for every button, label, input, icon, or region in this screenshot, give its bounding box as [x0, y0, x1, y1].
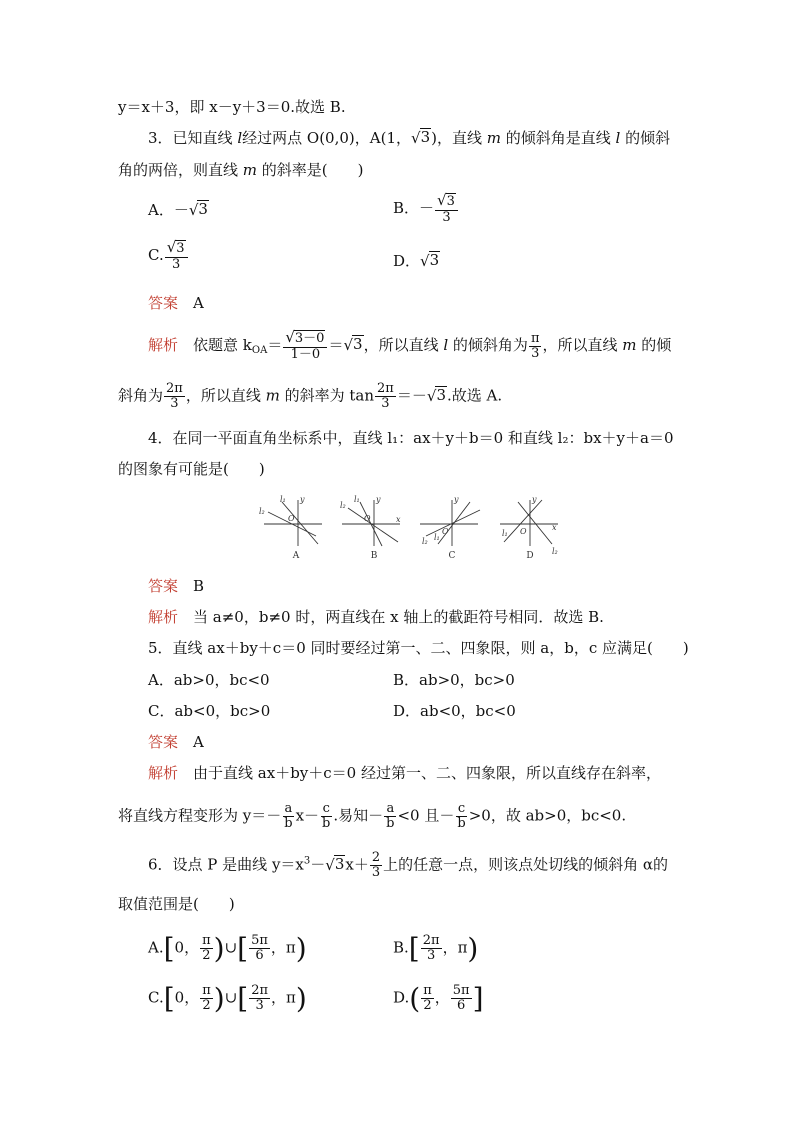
answer-label: 答案 [148, 294, 179, 312]
svg-text:l₂: l₂ [422, 537, 428, 546]
q3-option-c: C. √ 3 3 [148, 240, 189, 272]
q3-points: O(0,0)，A(1， [306, 129, 411, 147]
q5-option-d: D．ab<0，bc<0 [393, 702, 516, 720]
svg-text:l₁: l₁ [502, 529, 508, 538]
figure-label: C [448, 551, 456, 561]
answer-label: 答案 [148, 733, 179, 751]
svg-text:O: O [288, 514, 295, 523]
q5-option-b: B．ab>0，bc>0 [393, 671, 515, 689]
sqrt-3: √ 3 [420, 251, 440, 270]
q4-figures [256, 494, 566, 562]
figure-label: D [526, 551, 534, 561]
svg-text:x: x [552, 523, 557, 532]
q5-option-c: C．ab<0，bc>0 [148, 702, 271, 720]
answer-value: B [193, 577, 205, 595]
q3-text: 的倾斜 [620, 129, 671, 147]
q3-text: 的倾斜角是直线 [500, 129, 616, 147]
q3-text: ，直线 [436, 129, 487, 147]
figure-label: B [370, 551, 378, 561]
sqrt-3: √ 3 [188, 200, 208, 219]
svg-text:O: O [520, 527, 527, 536]
svg-text:l₁: l₁ [354, 495, 360, 504]
fraction: √ 3 3 [435, 193, 458, 225]
svg-text:l₂: l₂ [259, 507, 265, 516]
var-m: m [486, 129, 501, 147]
svg-text:l₁: l₁ [434, 533, 440, 542]
figure-c [420, 500, 480, 546]
svg-text:O: O [364, 514, 371, 523]
q6-option-c: C.[0， $\frac{\pi}{2}$ )∪[ $\frac{2\pi}{3}$ ，π) [148, 981, 307, 1015]
svg-text:y: y [532, 495, 537, 504]
figure-label: A [292, 551, 300, 561]
svg-text:l₁: l₁ [280, 495, 286, 504]
q4-stem-line1: 4．在同一平面直角坐标系中，直线 l₁：ax＋y＋b＝0 和直线 l₂：bx＋y＋a＝0 [148, 429, 674, 447]
q6-stem-line1: 6．设点 P 是曲线 $y=x^3-$ √ 3 x＋ $\frac{2}{3}$ 上的任意一点，则该点处切线的倾斜角 α的 [148, 850, 669, 880]
analysis-label: 解析 [148, 764, 179, 782]
q3-option-b: B．－ √ 3 3 [393, 193, 459, 225]
q6-option-d: D.( $\frac{\pi}{2}$ ， $\frac{5\pi}{6}$ ] [393, 981, 484, 1015]
q5-analysis-line1: 解析 由于直线 ax＋by＋c＝0 经过第一、二、四象限，所以直线存在斜率， [148, 764, 661, 782]
q4-answer [148, 576, 204, 596]
svg-text:l₂: l₂ [340, 501, 346, 510]
q5-answer [148, 732, 204, 752]
q3-analysis-line2: 斜角为 $\frac{2\pi}{3}$ ，所以直线 m 的斜率为 tan $\frac{2\pi}{3}$ ＝－ √ 3 .故选 A. [118, 381, 503, 411]
q5-analysis-line2: 将直线方程变形为 y＝－ $\frac{a}{b}$ x－ $\frac{c}{b}$ .易知－ $\frac{a}{b}$ <0 且－ $\frac{c}{b}$ >0，故 ab>0，bc<0. [118, 801, 627, 831]
intro-line: y＝x＋3，即 x－y＋3＝0.故选 B. [118, 98, 346, 116]
svg-text:x: x [396, 515, 401, 524]
q3-text: 3．已知直线 [148, 129, 238, 147]
svg-text:y: y [454, 495, 459, 504]
q6-option-a: A.[0， $\frac{\pi}{2}$ )∪[ $\frac{5\pi}{6}$ ，π) [148, 931, 307, 965]
q3-text: 经过两点 [242, 129, 307, 147]
figure-b [342, 500, 400, 546]
fraction: √ 3 3 [165, 240, 188, 272]
var-l: l [237, 129, 243, 147]
figure-d [500, 500, 558, 546]
var-l: l [615, 129, 621, 147]
figure-a [264, 500, 322, 546]
fraction: √ 3－0 1－0 [283, 330, 327, 362]
q3-stem-line2: 角的两倍，则直线 m 的斜率是( ) [118, 161, 364, 179]
svg-text:O: O [442, 527, 449, 536]
q5-option-a: A．ab>0，bc<0 [148, 671, 270, 689]
analysis-label: 解析 [148, 336, 179, 354]
q6-stem-line2: 取值范围是( ) [118, 895, 235, 913]
q6-option-b: B.[ $\frac{2\pi}{3}$ ，π) [393, 931, 479, 965]
answer-label: 答案 [148, 577, 179, 595]
svg-text:y: y [300, 495, 305, 504]
q5-stem: 5．直线 ax＋by＋c＝0 同时要经过第一、二、四象限，则 a，b，c 应满足( ) [148, 639, 689, 657]
q3-option-d: D． √ 3 [393, 251, 440, 270]
q3-answer [148, 293, 204, 313]
answer-value: A [193, 733, 204, 751]
svg-text:l₂: l₂ [552, 547, 558, 556]
q4-analysis: 解析 当 a≠0，b≠0 时，两直线在 x 轴上的截距符号相同．故选 B. [148, 608, 604, 626]
q3-stem-line1: 3．已知直线 l经过两点 O(0,0)，A(1， √ 3 )，直线 m 的倾斜角是直线 l 的倾斜 [148, 128, 671, 147]
answer-value: A [193, 294, 204, 312]
analysis-label: 解析 [148, 608, 179, 626]
q3-option-a: A．－ √ 3 [148, 200, 208, 219]
sqrt-3: √ 3 [411, 128, 431, 147]
svg-text:y: y [376, 495, 381, 504]
q4-stem-line2: 的图象有可能是( ) [118, 460, 265, 478]
q3-analysis-line1: 解析 依题意 $k_{OA}=$ √ 3－0 1－0 ＝ √ 3 ，所以直线 l 的倾斜角为 $\frac{\pi}{3}$ ，所以直线 m 的倾 [148, 328, 672, 362]
